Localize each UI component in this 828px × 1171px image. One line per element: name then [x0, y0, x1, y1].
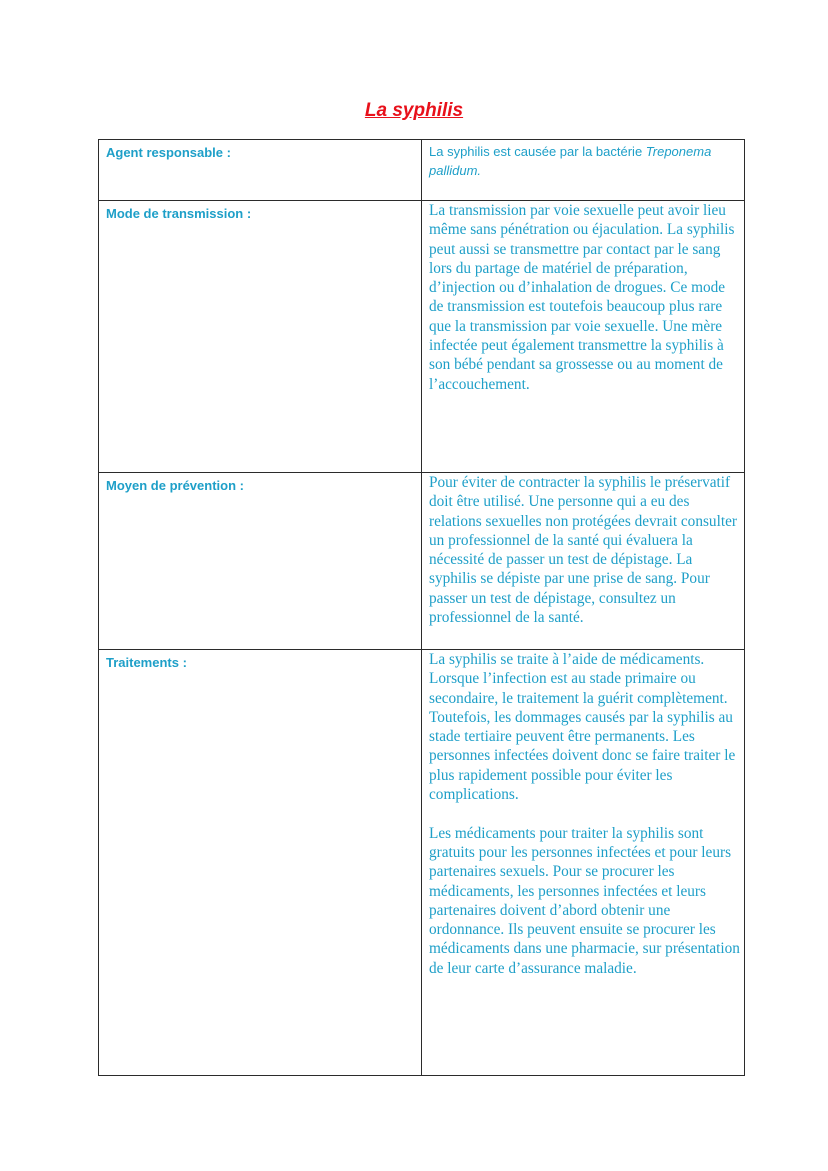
- table-row-agent: [99, 140, 745, 201]
- table-row-traitements: [99, 650, 745, 1076]
- traitements-paragraph-2: Les médicaments pour traiter la syphilis sont gratuits pour les personnes infectées et pour leurs partenaires sexuels. Pour se procurer les médicaments, les personnes infectées et leurs partenaires doivent d’abord obtenir une ordonnance. Ils peuvent ensuite se procurer les médicaments dans une pharmacie, sur présentation de leur carte d’assurance maladie.: [429, 824, 740, 977]
- row-value-prevention: [422, 473, 745, 650]
- agent-bacteria-name: Treponema pallidum.: [429, 144, 712, 178]
- row-value-agent: [422, 140, 745, 201]
- traitements-paragraph-1: La syphilis se traite à l’aide de médicaments. Lorsque l’infection est au stade primaire ou secondaire, le traitement la guérit complètement. Toutefois, les dommages causés par la syphilis au stade tertiaire peuvent être permanents. Les personnes infectées doivent donc se faire traiter le plus rapidement possible pour éviter les complications.: [429, 651, 736, 804]
- table-row-transmission: [99, 201, 745, 473]
- page-title: La syphilis: [364, 100, 464, 121]
- row-label-transmission: Mode de transmission :: [99, 201, 422, 473]
- row-label-traitements: Traitements :: [99, 650, 422, 1076]
- row-value-transmission: [422, 201, 745, 473]
- transmission-paragraph: La transmission par voie sexuelle peut avoir lieu même sans pénétration ou éjaculation. La syphilis peut aussi se transmettre par contact par le sang lors du partage de matériel de préparation, d’injection ou d’inhalation de drogues. Ce mode de transmission est toutefois beaucoup plus rare que la transmission par voie sexuelle. Une mère infectée peut également transmettre la syphilis à son bébé pendant sa grossesse ou au moment de l’accouchement.: [429, 202, 735, 393]
- row-value-traitements: [422, 650, 745, 1076]
- agent-text: La syphilis est causée par la bactérie: [429, 144, 646, 159]
- table-row-prevention: [99, 473, 745, 650]
- row-label-agent: Agent responsable :: [99, 140, 422, 201]
- row-label-prevention: Moyen de prévention :: [99, 473, 422, 650]
- info-table: [98, 139, 745, 1076]
- prevention-paragraph: Pour éviter de contracter la syphilis le préservatif doit être utilisé. Une personne qui a eu des relations sexuelles non protégées devrait consulter un professionnel de la santé qui évaluera la nécessité de passer un test de dépistage. La syphilis se dépiste par une prise de sang. Pour passer un test de dépistage, consultez un professionnel de la santé.: [429, 474, 737, 627]
